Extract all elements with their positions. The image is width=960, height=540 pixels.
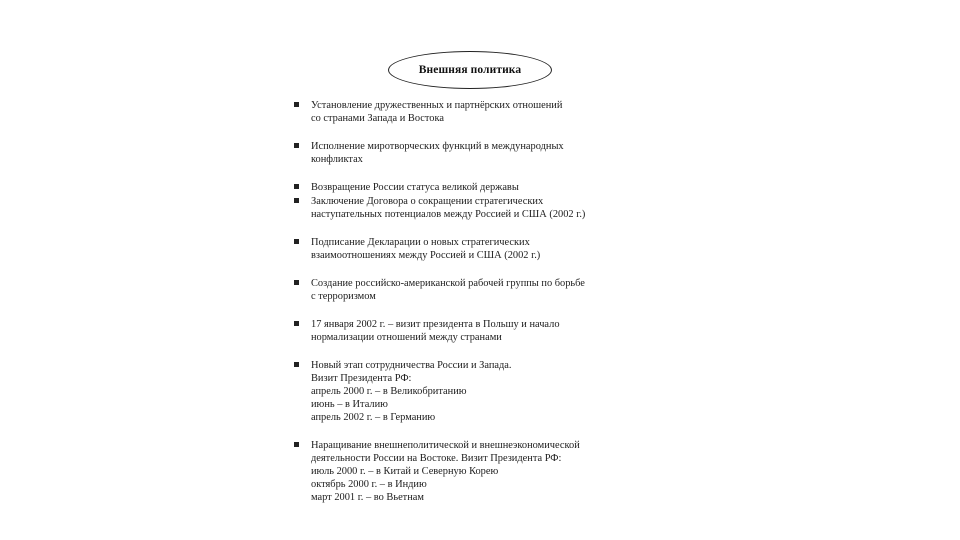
item-line: 17 января 2002 г. – визит президента в Польшу и начало [311,319,560,330]
page-title: Внешняя политика [418,64,522,76]
item-line: с терроризмом [311,291,376,302]
item-line: наступательных потенциалов между Россией и США (2002 г.) [311,209,586,220]
item-line: Заключение Договора о сокращении стратегических [311,196,544,207]
item-line: Установление дружественных и партнёрских отношений [311,100,563,111]
item-line: октябрь 2000 г. – в Индию [311,479,427,490]
list-item [293,140,653,166]
list-item [293,181,653,194]
list-item [293,359,653,424]
square-bullet-icon [294,143,299,148]
list-item [293,236,653,262]
item-line: Подписание Декларации о новых стратегических [311,237,530,248]
list-item [293,439,653,504]
square-bullet-icon [294,198,299,203]
square-bullet-icon [294,442,299,447]
item-line: июль 2000 г. – в Китай и Северную Корею [311,466,499,477]
item-line: апрель 2002 г. – в Германию [311,412,436,423]
item-line: Новый этап сотрудничества России и Запада. [311,360,512,371]
bullet-list [293,99,653,504]
item-line: март 2001 г. – во Вьетнам [311,492,424,503]
item-line: Визит Президента РФ: [311,373,412,384]
square-bullet-icon [294,184,299,189]
list-item [293,195,653,221]
item-line: апрель 2000 г. – в Великобританию [311,386,467,397]
item-line: нормализации отношений между странами [311,332,502,343]
square-bullet-icon [294,280,299,285]
item-line: июнь – в Италию [311,399,388,410]
square-bullet-icon [294,321,299,326]
item-line: конфликтах [311,154,363,165]
square-bullet-icon [294,362,299,367]
item-line: Возвращение России статуса великой державы [311,182,519,193]
item-line: деятельности России на Востоке. Визит Президента РФ: [311,453,562,464]
list-item [293,99,653,125]
square-bullet-icon [294,239,299,244]
title-oval [388,51,552,89]
item-line: со странами Запада и Востока [311,113,445,124]
square-bullet-icon [294,102,299,107]
item-line: Исполнение миротворческих функций в международных [311,141,564,152]
item-line: взаимоотношениях между Россией и США (2002 г.) [311,250,541,261]
list-item [293,277,653,303]
list-item [293,318,653,344]
item-line: Наращивание внешнеполитической и внешнеэкономической [311,440,580,451]
item-line: Создание российско-американской рабочей группы по борьбе [311,278,585,289]
